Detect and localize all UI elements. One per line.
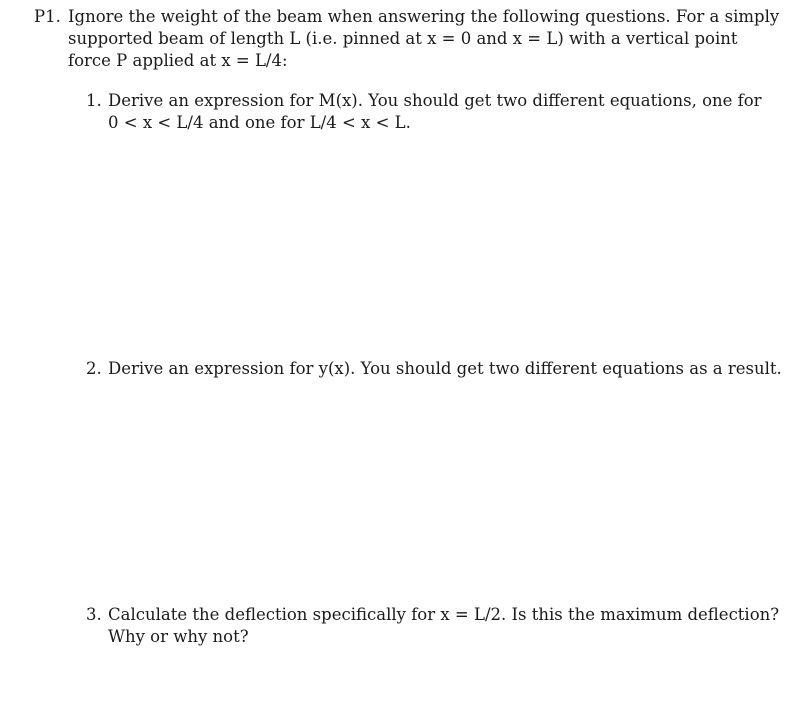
problem-label: P1. <box>34 7 61 26</box>
question-1-text <box>108 90 762 134</box>
question-3-number: 3. <box>86 605 102 624</box>
question-2-line-1: Derive an expression for y(x). You should get two different equations as a result. <box>108 359 782 378</box>
question-1-line-1: Derive an expression for M(x). You should get two different equations, one for <box>108 91 762 110</box>
problem-statement-line-1: Ignore the weight of the beam when answering the following questions. For a simply <box>68 7 780 26</box>
problem-statement-line-2: supported beam of length L (i.e. pinned at x = 0 and x = L) with a vertical point <box>68 29 738 48</box>
question-3-line-2: Why or why not? <box>108 627 249 646</box>
question-1-line-2: 0 < x < L/4 and one for L/4 < x < L. <box>108 113 411 132</box>
question-3-line-1: Calculate the deflection specifically for x = L/2. Is this the maximum deflection? <box>108 605 780 624</box>
question-2-text <box>108 358 782 380</box>
question-2-number: 2. <box>86 359 102 378</box>
problem-statement-line-3: force P applied at x = L/4: <box>68 51 288 70</box>
problem-statement <box>68 6 780 72</box>
question-1-number: 1. <box>86 91 102 110</box>
question-3-text <box>108 604 780 648</box>
